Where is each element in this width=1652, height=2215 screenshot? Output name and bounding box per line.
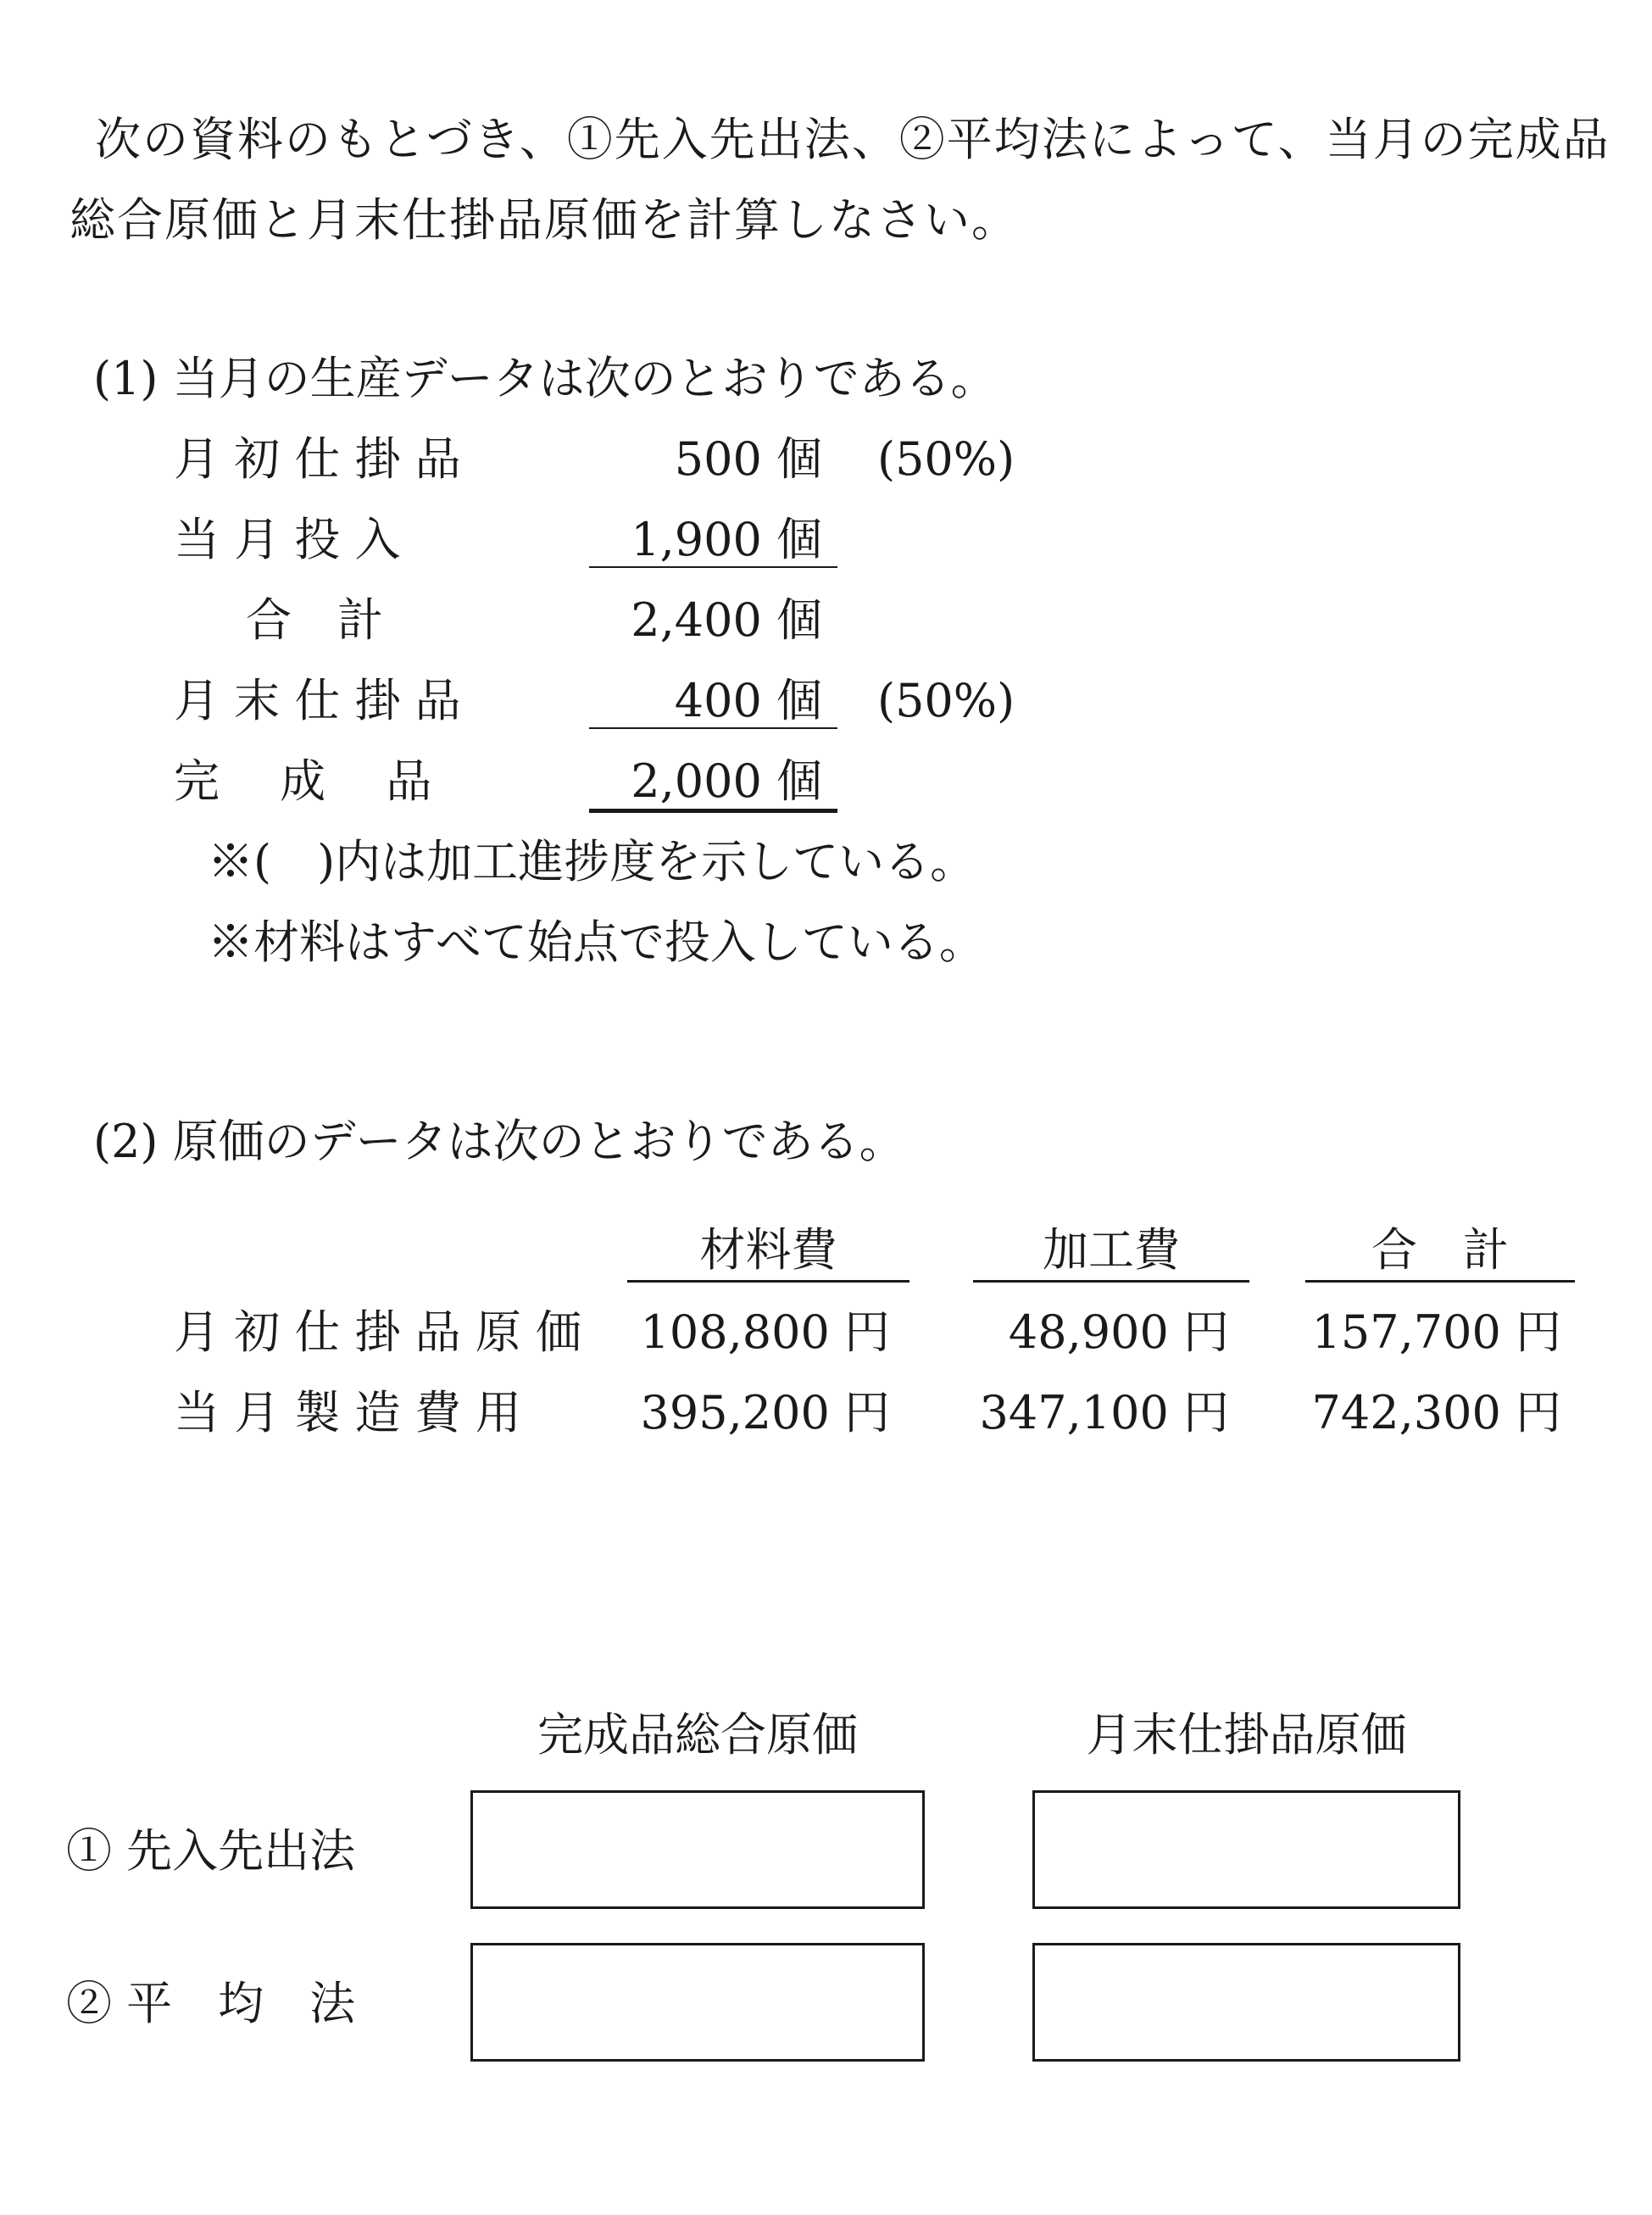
answer-row-label-average: ② 平 均 法 [66, 1977, 356, 2030]
production-row-label: 合 計 [246, 593, 383, 647]
cost-row-label: 月 初 仕 掛 品 原 価 [174, 1305, 581, 1359]
note-progress: ※( )内は加工進捗度を示している。 [208, 835, 976, 888]
answer-header-ending-wip-cost: 月末仕掛品原価 [1086, 1708, 1407, 1761]
production-row-qty: 2,400 個 [631, 593, 822, 647]
cost-total: 742,300 円 [1311, 1386, 1561, 1439]
subtotal-rule [589, 566, 837, 568]
total-rule [589, 809, 837, 813]
deduction-rule [589, 727, 837, 729]
header-rule-total [1305, 1280, 1575, 1283]
cost-conversion: 347,100 円 [979, 1386, 1229, 1439]
cost-total: 157,700 円 [1311, 1305, 1561, 1359]
answer-box-fifo-finished[interactable] [470, 1790, 925, 1909]
section1-heading: (1) 当月の生産データは次のとおりである。 [93, 352, 997, 405]
answer-header-finished-cost: 完成品総合原価 [537, 1708, 858, 1761]
cost-material: 395,200 円 [640, 1386, 890, 1439]
cost-conversion: 48,900 円 [1008, 1305, 1229, 1359]
production-row-progress: (50%) [877, 674, 1015, 727]
intro-line-1: 次の資料のもとづき、①先入先出法、②平均法によって、当月の完成品 [95, 113, 1610, 166]
header-rule-material [627, 1280, 909, 1283]
section2-heading: (2) 原価のデータは次のとおりである。 [93, 1115, 905, 1168]
production-row-qty: 400 個 [674, 674, 822, 727]
intro-line-2: 総合原価と月末仕掛品原価を計算しなさい。 [70, 193, 1019, 247]
header-conversion: 加工費 [1043, 1223, 1180, 1277]
production-row-qty: 500 個 [674, 432, 822, 486]
production-row-label: 月 末 仕 掛 品 [174, 674, 461, 727]
production-row-label: 月 初 仕 掛 品 [174, 432, 461, 486]
note-material: ※材料はすべて始点で投入している。 [208, 915, 985, 969]
answer-row-label-fifo: ① 先入先出法 [66, 1824, 356, 1878]
cost-row-label: 当 月 製 造 費 用 [174, 1386, 521, 1439]
production-row-qty: 2,000 個 [631, 754, 822, 808]
header-rule-conversion [973, 1280, 1249, 1283]
production-row-label: 完 成 品 [174, 754, 432, 808]
cost-material: 108,800 円 [640, 1305, 890, 1359]
production-row-label: 当 月 投 入 [174, 513, 401, 566]
production-row-progress: (50%) [877, 432, 1015, 486]
answer-box-fifo-ending-wip[interactable] [1032, 1790, 1460, 1909]
header-total: 合 計 [1371, 1223, 1509, 1277]
answer-box-average-ending-wip[interactable] [1032, 1943, 1460, 2062]
answer-box-average-finished[interactable] [470, 1943, 925, 2062]
header-material: 材料費 [699, 1223, 837, 1277]
production-row-qty: 1,900 個 [631, 513, 822, 566]
